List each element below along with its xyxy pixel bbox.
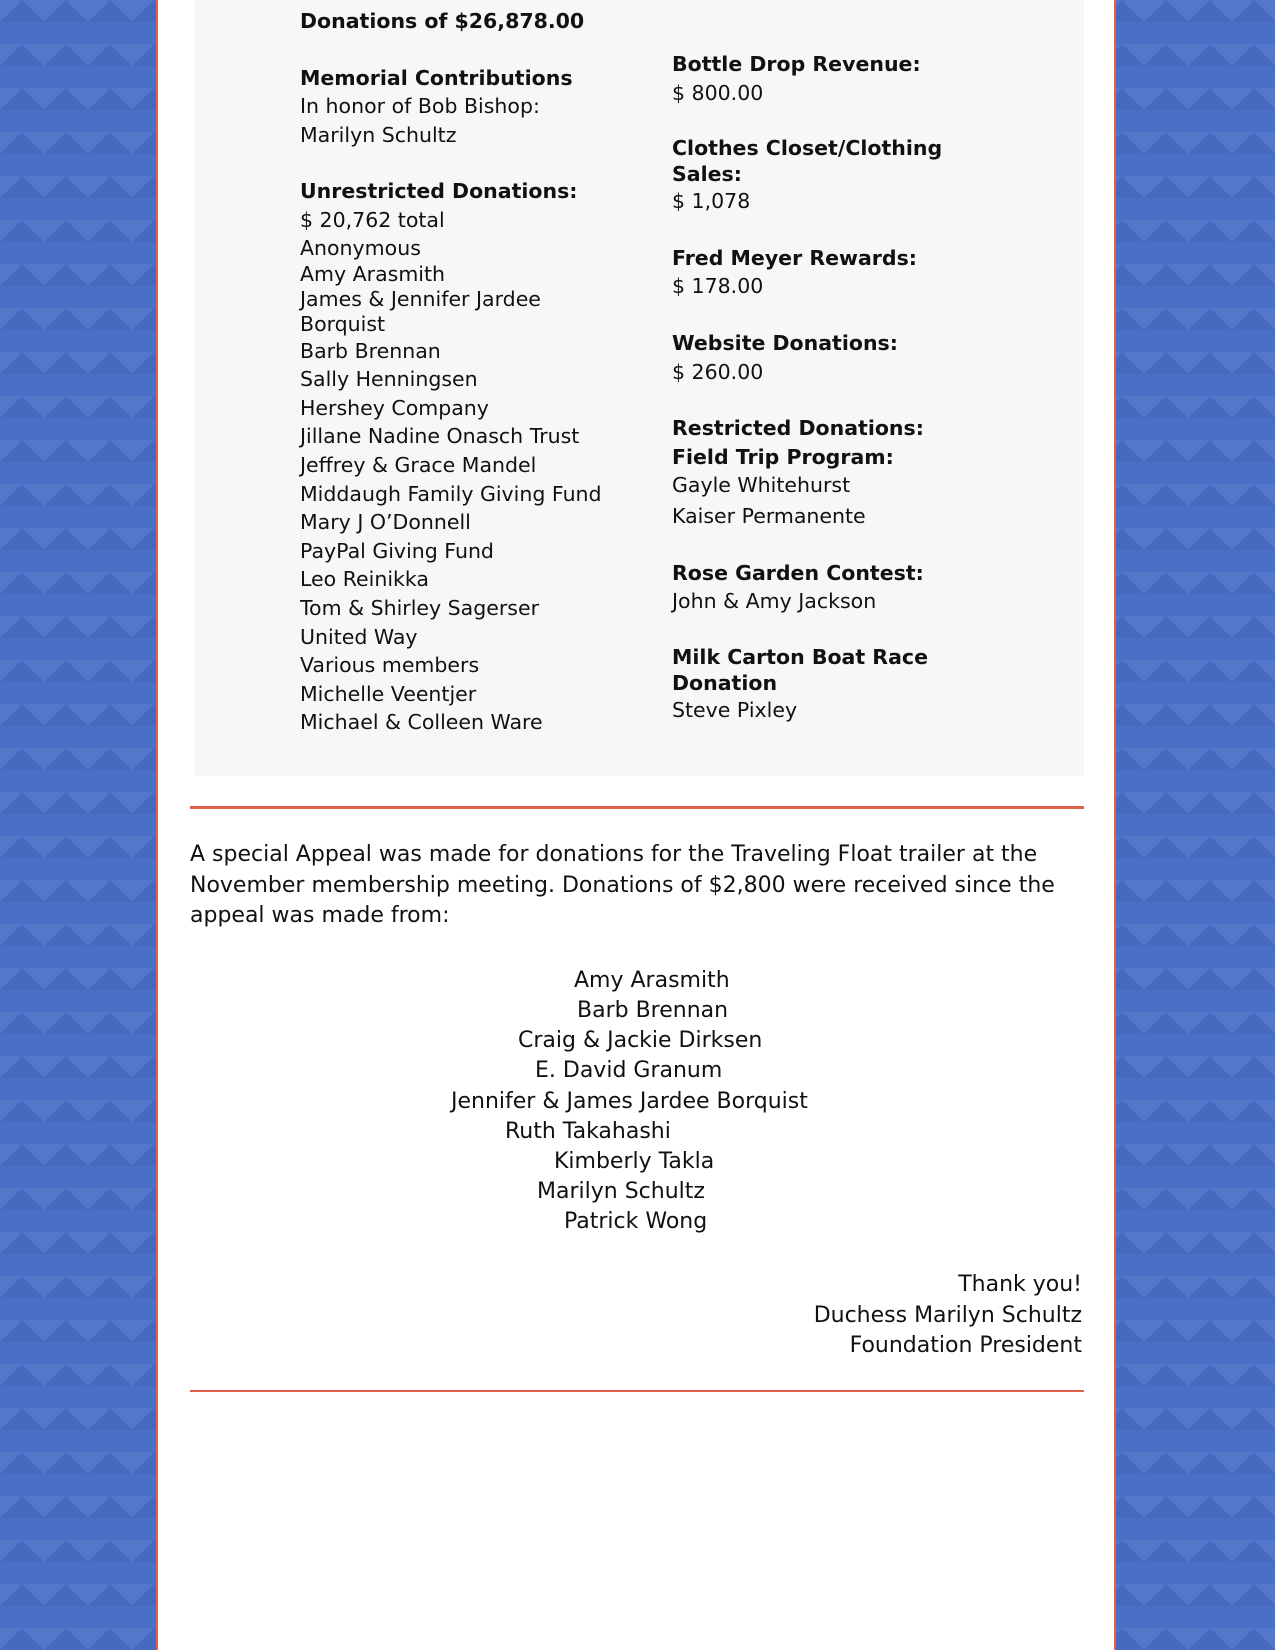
appeal-donor: Ruth Takahashi — [505, 1119, 671, 1144]
milk-carton-header: Milk Carton Boat Race Donation — [672, 644, 928, 695]
donor-item: Leo Reinikka — [300, 567, 429, 592]
website-donations-value: $ 260.00 — [672, 359, 764, 384]
section-divider — [190, 806, 1084, 809]
appeal-donor: Kimberly Takla — [554, 1149, 715, 1174]
donor-item: United Way — [300, 624, 418, 649]
restricted-donations-header: Restricted Donations: — [672, 416, 924, 441]
donations-left-column — [300, 0, 640, 737]
rose-garden-donor: John & Amy Jackson — [672, 589, 877, 614]
bottle-drop-value: $ 800.00 — [672, 80, 764, 105]
donor-item: James & Jennifer Jardee Borquist — [300, 286, 541, 336]
memorial-line: Marilyn Schultz — [300, 122, 457, 147]
memorial-line: In honor of Bob Bishop: — [300, 94, 540, 119]
donor-item: Jeffrey & Grace Mandel — [300, 452, 537, 477]
donor-item: Barb Brennan — [300, 338, 441, 363]
fred-meyer-header: Fred Meyer Rewards: — [672, 245, 917, 270]
appeal-donor: Jennifer & James Jardee Borquist — [451, 1089, 808, 1114]
newsletter-panel — [156, 0, 1116, 1650]
donor-item: Michelle Veentjer — [300, 681, 477, 706]
donor-item: Jillane Nadine Onasch Trust — [300, 424, 580, 449]
donor-item: Sally Henningsen — [300, 367, 478, 392]
field-trip-donor: Gayle Whitehurst — [672, 473, 851, 498]
donor-item: Amy Arasmith — [300, 261, 446, 286]
footer-divider — [190, 1390, 1084, 1392]
appeal-donor: Amy Arasmith — [574, 968, 730, 993]
donor-item: Mary J O’Donnell — [300, 510, 471, 535]
donations-right-column — [672, 50, 972, 724]
donations-title: Donations of $26,878.00 — [300, 9, 585, 33]
donor-item: Michael & Colleen Ware — [300, 710, 543, 735]
unrestricted-header: Unrestricted Donations: — [300, 179, 578, 204]
clothes-closet-header: Clothes Closet/Clothing Sales: — [672, 136, 943, 187]
appeal-donor: Barb Brennan — [577, 998, 729, 1023]
donor-item: PayPal Giving Fund — [300, 538, 494, 563]
clothes-closet-value: $ 1,078 — [672, 189, 751, 214]
signoff-name: Duchess Marilyn Schultz — [813, 1302, 1082, 1328]
donor-item: Various members — [300, 653, 480, 678]
unrestricted-total: $ 20,762 total — [300, 207, 445, 232]
rose-garden-header: Rose Garden Contest: — [672, 560, 924, 585]
donor-item: Anonymous — [300, 235, 421, 260]
signoff-title: Foundation President — [849, 1333, 1082, 1358]
appeal-donor: E. David Granum — [535, 1058, 723, 1083]
donor-item: Hershey Company — [300, 395, 489, 420]
milk-carton-donor: Steve Pixley — [672, 697, 798, 722]
donor-item: Middaugh Family Giving Fund — [300, 481, 602, 506]
appeal-donor: Craig & Jackie Dirksen — [518, 1028, 763, 1053]
bottle-drop-header: Bottle Drop Revenue: — [672, 52, 921, 76]
field-trip-donor: Kaiser Permanente — [672, 503, 866, 528]
fred-meyer-value: $ 178.00 — [672, 274, 764, 299]
appeal-paragraph: A special Appeal was made for donations for the Traveling Float trailer at the November membership meeting. Donations of $2,800 were received since the appeal was made from: — [190, 842, 1055, 928]
appeal-donor: Patrick Wong — [564, 1209, 708, 1234]
signoff — [814, 1270, 1082, 1362]
memorial-header: Memorial Contributions — [300, 65, 573, 90]
thank-you-text: Thank you! — [958, 1272, 1082, 1297]
donor-item: Tom & Shirley Sagerser — [300, 595, 540, 620]
donation-summary-box — [194, 0, 1084, 776]
appeal-donor: Marilyn Schultz — [537, 1179, 705, 1204]
website-donations-header: Website Donations: — [672, 330, 898, 355]
field-trip-header: Field Trip Program: — [672, 444, 894, 469]
